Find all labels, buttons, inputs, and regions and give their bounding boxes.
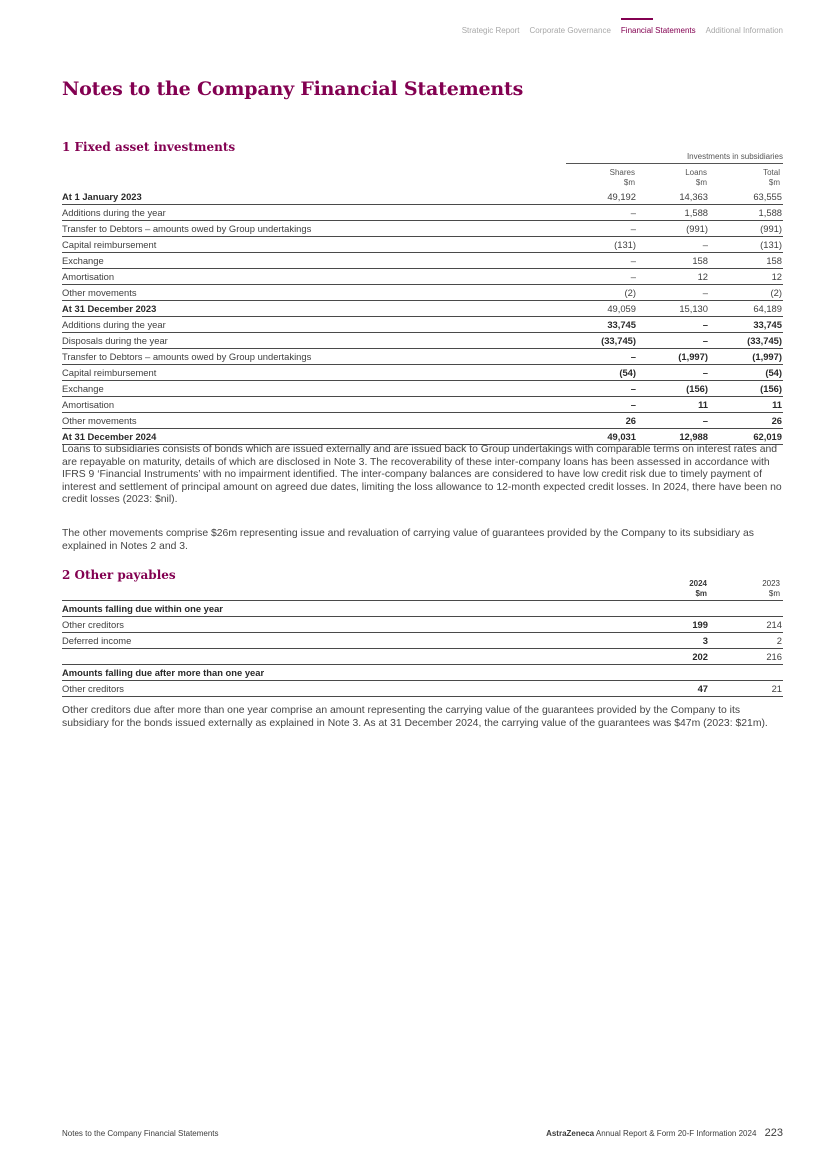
- loans-value: 1,588: [637, 205, 709, 221]
- loans-value: 14,363: [637, 189, 709, 205]
- total-value: 62,019: [709, 429, 783, 445]
- tab-additional-information[interactable]: Additional Information: [705, 26, 783, 35]
- row-label: Amounts falling due after more than one year: [62, 665, 637, 681]
- row-label: Transfer to Debtors – amounts owed by Group undertakings: [62, 221, 565, 237]
- table-row: [62, 365, 783, 381]
- loans-value: –: [637, 365, 709, 381]
- total-value: 158: [709, 253, 783, 269]
- col-header-total: Total $m: [763, 168, 780, 187]
- value-2023: 216: [709, 649, 783, 665]
- value-2023: 2: [709, 633, 783, 649]
- total-value: 33,745: [709, 317, 783, 333]
- value-2023: [709, 665, 783, 681]
- tab-strategic-report[interactable]: Strategic Report: [461, 26, 520, 35]
- table-row: [62, 681, 783, 697]
- footer-report-info: [546, 1127, 783, 1139]
- loans-value: 15,130: [637, 301, 709, 317]
- top-navigation: [462, 20, 783, 35]
- table-row: [62, 285, 783, 301]
- investments-group-header: Investments in subsidiaries: [566, 152, 783, 164]
- value-2024: [637, 601, 709, 617]
- shares-value: 26: [565, 413, 637, 429]
- loans-value: 11: [637, 397, 709, 413]
- loans-value: 12: [637, 269, 709, 285]
- shares-value: (54): [565, 365, 637, 381]
- shares-value: –: [565, 253, 637, 269]
- total-value: (1,997): [709, 349, 783, 365]
- table-row: [62, 317, 783, 333]
- row-label: Additions during the year: [62, 317, 565, 333]
- shares-value: –: [565, 221, 637, 237]
- row-label: At 31 December 2024: [62, 429, 565, 445]
- value-2024: 202: [637, 649, 709, 665]
- col-header-2024: 2024 $m: [689, 579, 707, 598]
- loans-value: (991): [637, 221, 709, 237]
- table-row: [62, 253, 783, 269]
- total-value: 11: [709, 397, 783, 413]
- page-title: Notes to the Company Financial Statements: [62, 78, 524, 100]
- value-2024: 3: [637, 633, 709, 649]
- shares-value: 49,192: [565, 189, 637, 205]
- table-row: [62, 397, 783, 413]
- total-value: 1,588: [709, 205, 783, 221]
- fixed-asset-investments-table: [62, 189, 783, 445]
- shares-value: –: [565, 349, 637, 365]
- loans-value: (156): [637, 381, 709, 397]
- shares-value: –: [565, 381, 637, 397]
- table-row: [62, 349, 783, 365]
- row-label: Capital reimbursement: [62, 237, 565, 253]
- loans-value: –: [637, 237, 709, 253]
- table-row: [62, 269, 783, 285]
- loans-value: (1,997): [637, 349, 709, 365]
- shares-value: (131): [565, 237, 637, 253]
- loans-value: –: [637, 317, 709, 333]
- table-row: [62, 649, 783, 665]
- loans-value: –: [637, 285, 709, 301]
- shares-value: 33,745: [565, 317, 637, 333]
- total-value: 63,555: [709, 189, 783, 205]
- row-label: Capital reimbursement: [62, 365, 565, 381]
- total-value: (156): [709, 381, 783, 397]
- loans-value: 158: [637, 253, 709, 269]
- note1-paragraph-loans: Loans to subsidiaries consists of bonds which are issued externally and are issued back to Group undertakings with comparable terms on interest rates and are repayable on maturity, details of which are disclosed in Note 3. The recoverability of these inter-company loans has been assessed in accordance with IFRS 9 ‘Financial Instruments’ with no impairment identified. The inter-company balances are considered to have low credit risk due to timely payment of interest and settlement of principal amount on agreed due dates, limiting the loss allowance to 12-month expected credit losses. In 2024, there have been no credit losses (2023: $nil).: [62, 444, 782, 506]
- note1-heading: 1 Fixed asset investments: [62, 140, 236, 154]
- row-label: Amounts falling due within one year: [62, 601, 637, 617]
- table-row: [62, 301, 783, 317]
- row-label: Amortisation: [62, 269, 565, 285]
- total-value: 26: [709, 413, 783, 429]
- row-label: Other movements: [62, 413, 565, 429]
- row-label: Other creditors: [62, 617, 637, 633]
- col-header-shares: Shares $m: [609, 168, 635, 187]
- table-row: [62, 617, 783, 633]
- total-value: (131): [709, 237, 783, 253]
- shares-value: –: [565, 397, 637, 413]
- table-subheading-row: [62, 601, 783, 617]
- page-number: 223: [764, 1127, 783, 1139]
- total-value: 12: [709, 269, 783, 285]
- table-row: [62, 221, 783, 237]
- table-row: [62, 237, 783, 253]
- row-label: Other movements: [62, 285, 565, 301]
- loans-value: 12,988: [637, 429, 709, 445]
- value-2023: 214: [709, 617, 783, 633]
- footer-report-title: Annual Report & Form 20-F Information 2024: [595, 1129, 757, 1138]
- total-value: 64,189: [709, 301, 783, 317]
- row-label: Transfer to Debtors – amounts owed by Group undertakings: [62, 349, 565, 365]
- total-value: (54): [709, 365, 783, 381]
- row-label: Other creditors: [62, 681, 637, 697]
- row-label: Deferred income: [62, 633, 637, 649]
- other-payables-table: [62, 601, 783, 697]
- row-label: [62, 649, 637, 665]
- value-2024: 47: [637, 681, 709, 697]
- value-2023: 21: [709, 681, 783, 697]
- table-row: [62, 381, 783, 397]
- loans-value: –: [637, 333, 709, 349]
- table-row: [62, 205, 783, 221]
- row-label: Disposals during the year: [62, 333, 565, 349]
- tab-financial-statements[interactable]: Financial Statements: [621, 20, 696, 35]
- total-value: (33,745): [709, 333, 783, 349]
- total-value: (2): [709, 285, 783, 301]
- row-label: Amortisation: [62, 397, 565, 413]
- shares-value: 49,031: [565, 429, 637, 445]
- note2-heading: 2 Other payables: [62, 568, 176, 582]
- value-2024: 199: [637, 617, 709, 633]
- total-value: (991): [709, 221, 783, 237]
- row-label: At 31 December 2023: [62, 301, 565, 317]
- footer-section-title: Notes to the Company Financial Statements: [62, 1129, 219, 1138]
- col-header-2023: 2023 $m: [762, 579, 780, 598]
- table-row: [62, 189, 783, 205]
- row-label: At 1 January 2023: [62, 189, 565, 205]
- table-row: [62, 413, 783, 429]
- table-row: [62, 333, 783, 349]
- loans-value: –: [637, 413, 709, 429]
- shares-value: (2): [565, 285, 637, 301]
- table-row: [62, 633, 783, 649]
- row-label: Additions during the year: [62, 205, 565, 221]
- note1-paragraph-other-movements: The other movements comprise $26m representing issue and revaluation of carrying value of guarantees provided by the Company to its subsidiary as explained in Notes 2 and 3.: [62, 528, 754, 552]
- col-header-loans: Loans $m: [685, 168, 707, 187]
- table-row: [62, 429, 783, 445]
- footer-brand: AstraZeneca: [546, 1129, 595, 1138]
- note2-paragraph: Other creditors due after more than one year comprise an amount representing the carrying value of the guarantees provided by the Company to its subsidiary for the bonds issued externally as explained in Note 3. As at 31 December 2024, the carrying value of the guarantees was $47m (2023: $21m).: [62, 705, 768, 729]
- shares-value: 49,059: [565, 301, 637, 317]
- row-label: Exchange: [62, 381, 565, 397]
- tab-corporate-governance[interactable]: Corporate Governance: [529, 26, 611, 35]
- row-label: Exchange: [62, 253, 565, 269]
- shares-value: –: [565, 205, 637, 221]
- shares-value: (33,745): [565, 333, 637, 349]
- table-subheading-row: [62, 665, 783, 681]
- shares-value: –: [565, 269, 637, 285]
- value-2024: [637, 665, 709, 681]
- value-2023: [709, 601, 783, 617]
